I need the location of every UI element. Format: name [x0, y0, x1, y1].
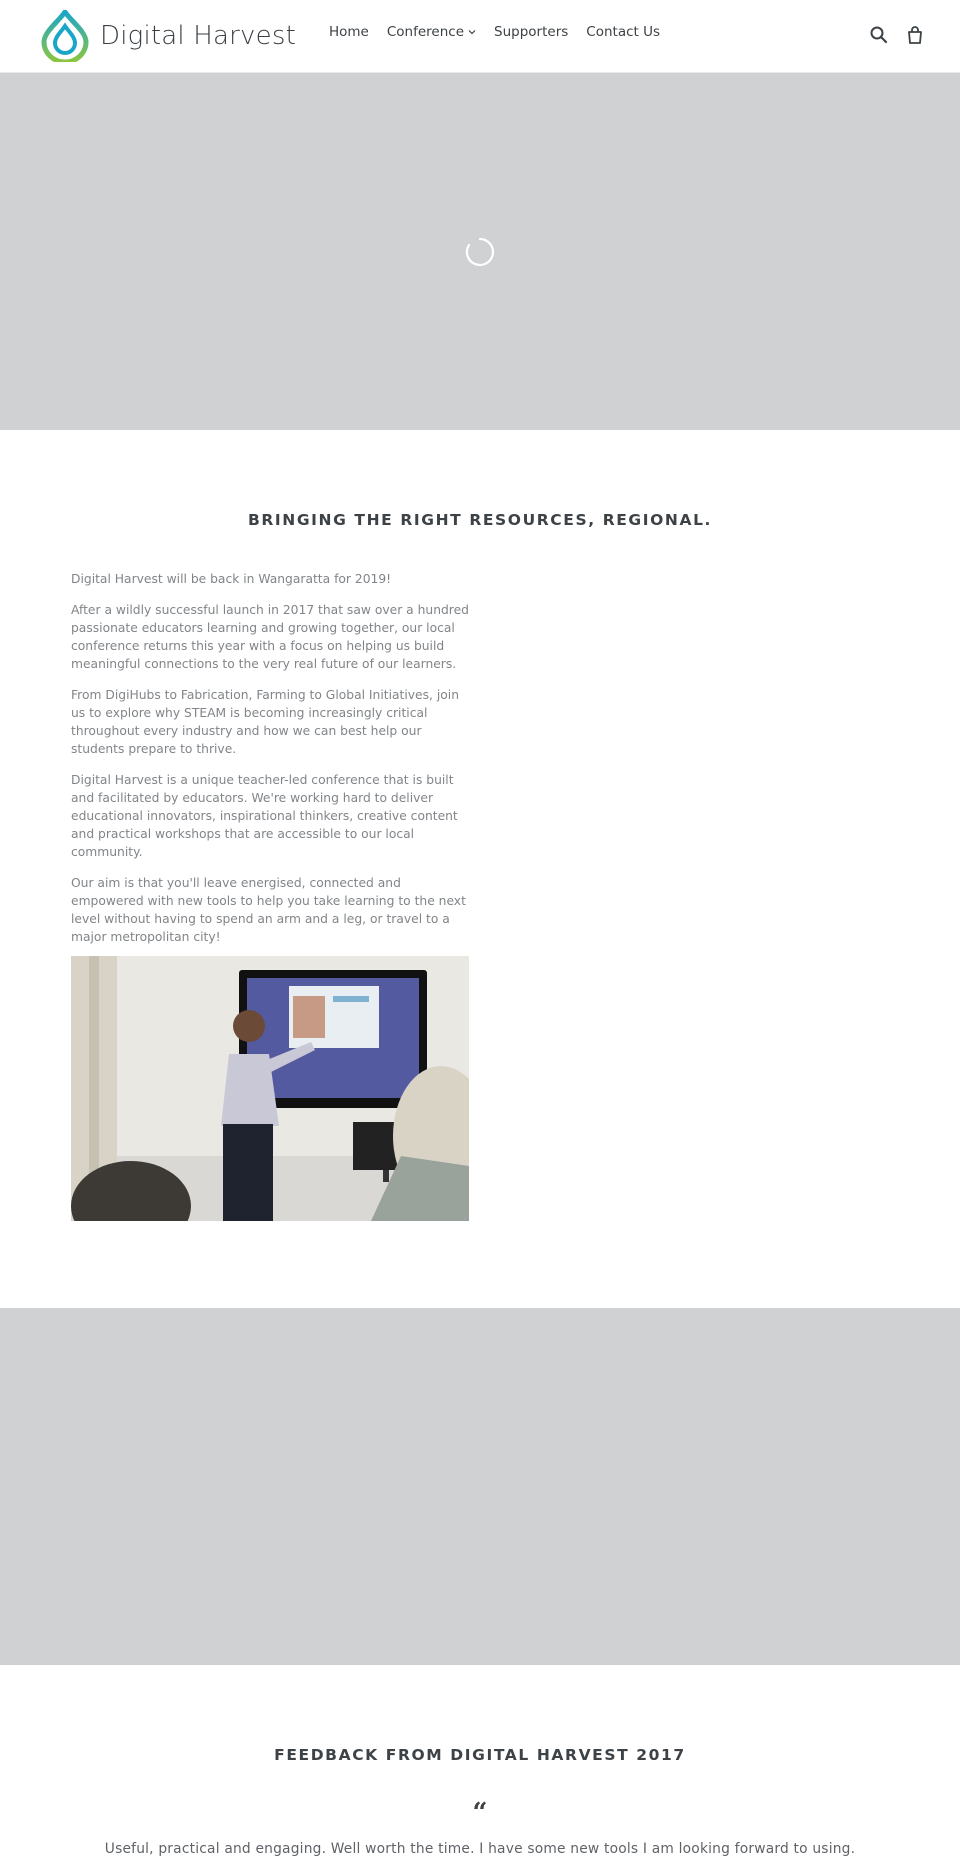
feedback-title: FEEDBACK FROM DIGITAL HARVEST 2017: [274, 1746, 686, 1764]
quote-mark-icon: “: [472, 1798, 488, 1828]
intro-paragraph: Our aim is that you'll leave energised, connected and empowered with new tools to help you take learning to the next level without having to spend an arm and a leg, or travel to a major metropolitan city!: [71, 876, 466, 944]
chevron-down-icon: [468, 28, 476, 36]
brand-name: Digital Harvest: [100, 21, 296, 51]
intro-paragraph: From DigiHubs to Fabrication, Farming to Global Initiatives, join us to explore why STEAM is becoming increasingly critical throughout every industry and how we can best help our students prepare to thrive.: [71, 688, 459, 756]
hero-slideshow: [0, 73, 960, 430]
nav-label: Supporters: [494, 24, 569, 40]
intro-title: BRINGING THE RIGHT RESOURCES, REGIONAL.: [247, 511, 713, 529]
presenter-photo: [71, 956, 469, 1221]
search-icon[interactable]: [868, 24, 890, 46]
intro-paragraph: Digital Harvest will be back in Wangaratta for 2019!: [71, 572, 392, 586]
nav-item-conference[interactable]: [378, 24, 485, 40]
intro-paragraph: After a wildly successful launch in 2017 that saw over a hundred passionate educators learning and growing together, our local conference returns this year with a focus on helping us build meaningful connections to the very real future of our learners.: [71, 603, 469, 671]
nav-label: Home: [329, 24, 369, 40]
loading-spinner-icon: [464, 236, 496, 268]
cart-icon[interactable]: [904, 24, 926, 46]
testimonial-quote: Useful, practical and engaging. Well worth the time. I have some new tools I am looking forward to using.: [104, 1841, 856, 1857]
logo-link[interactable]: [40, 10, 296, 62]
nav-item-contact-us[interactable]: [577, 24, 669, 40]
header-icons: [868, 24, 926, 46]
nav-item-home[interactable]: [320, 24, 378, 40]
image-band: [0, 1308, 960, 1665]
intro-body: [71, 570, 471, 959]
nav-label: Contact Us: [586, 24, 661, 40]
site-header: [0, 0, 960, 73]
nav-item-supporters[interactable]: [485, 24, 577, 40]
intro-paragraph: Digital Harvest is a unique teacher-led conference that is built and facilitated by educators. We're working hard to deliver educational innovators, inspirational thinkers, creative content and practical workshops that are accessible to our local community.: [71, 773, 458, 859]
droplet-logo-icon: [40, 10, 90, 62]
main-nav: [320, 24, 669, 40]
nav-label: Conference: [386, 24, 465, 40]
